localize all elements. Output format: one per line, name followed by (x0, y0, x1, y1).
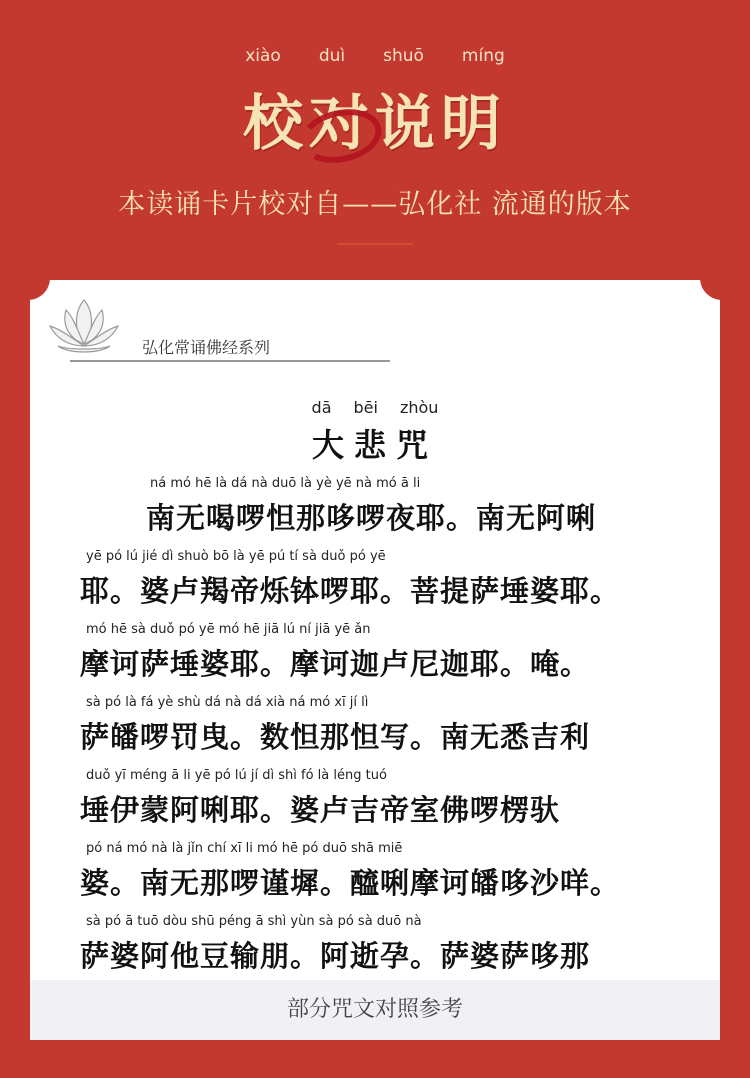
verse-pinyin: yē pó lú jié dì shuò bō là yē pú tí sà duǒ pó yē (86, 549, 386, 564)
scripture-card (30, 280, 720, 1040)
card-corner (700, 278, 722, 300)
pinyin-syllable: xiào (245, 46, 281, 66)
header-pinyin (0, 46, 750, 66)
card-footer: 部分咒文对照参考 (30, 980, 720, 1040)
pinyin-syllable: shuō (383, 46, 424, 66)
series-label: 弘化常诵佛经系列 (142, 338, 271, 357)
verse-text: 摩诃萨埵婆耶。摩诃迦卢尼迦耶。唵。 (80, 647, 591, 681)
pinyin-syllable: míng (461, 46, 505, 66)
verse-pinyin: sà pó ā tuō dòu shū péng ā shì yùn sà pó sà duō nà (86, 914, 422, 929)
pinyin-syllable: duì (318, 46, 346, 66)
verse-pinyin: ná mó hē là dá nà duō là yè yē nà mó ā li (150, 476, 421, 491)
verse-text: 萨婆阿他豆输朋。阿逝孕。萨婆萨哆那 (80, 939, 591, 973)
verse-line (80, 841, 680, 914)
title-pinyin (30, 398, 720, 417)
verse-block (80, 476, 680, 987)
verse-text: 南无喝啰怛那哆啰夜耶。南无阿唎 (146, 501, 597, 535)
scripture-title: 大悲咒 (311, 426, 438, 464)
divider (337, 243, 413, 245)
page-subtitle: 本读诵卡片校对自——弘化社 流通的版本 (118, 189, 632, 220)
verse-text: 萨皤啰罚曳。数怛那怛写。南无悉吉利 (80, 720, 591, 754)
verse-line (80, 549, 680, 622)
verse-line (80, 914, 680, 987)
verse-pinyin: pó ná mó nà là jǐn chí xī li mó hē pó duō shā miē (86, 841, 403, 856)
verse-line (80, 768, 680, 841)
verse-line (80, 476, 680, 549)
verse-text: 埵伊蒙阿唎耶。婆卢吉帝室佛啰楞驮 (80, 793, 561, 827)
pinyin-syllable: bēi (353, 398, 378, 417)
verse-pinyin: sà pó là fá yè shù dá nà dá xià ná mó xī jí lì (86, 695, 369, 710)
verse-text: 婆。南无那啰谨墀。醯唎摩诃皤哆沙咩。 (80, 866, 621, 900)
verse-line (80, 622, 680, 695)
pinyin-syllable: dā (311, 398, 332, 417)
lotus-icon (44, 292, 124, 364)
series-underline (70, 360, 390, 362)
verse-pinyin: mó hē sà duǒ pó yē mó hē jiā lú ní jiā yē ǎn (86, 622, 371, 637)
pinyin-syllable: zhòu (399, 398, 439, 417)
verse-line (80, 695, 680, 768)
page-title: 校对说明 (243, 89, 507, 159)
verse-pinyin: duǒ yī méng ā li yē pó lú jí dì shì fó là léng tuó (86, 768, 387, 783)
verse-text: 耶。婆卢羯帝烁钵啰耶。菩提萨埵婆耶。 (80, 574, 621, 608)
